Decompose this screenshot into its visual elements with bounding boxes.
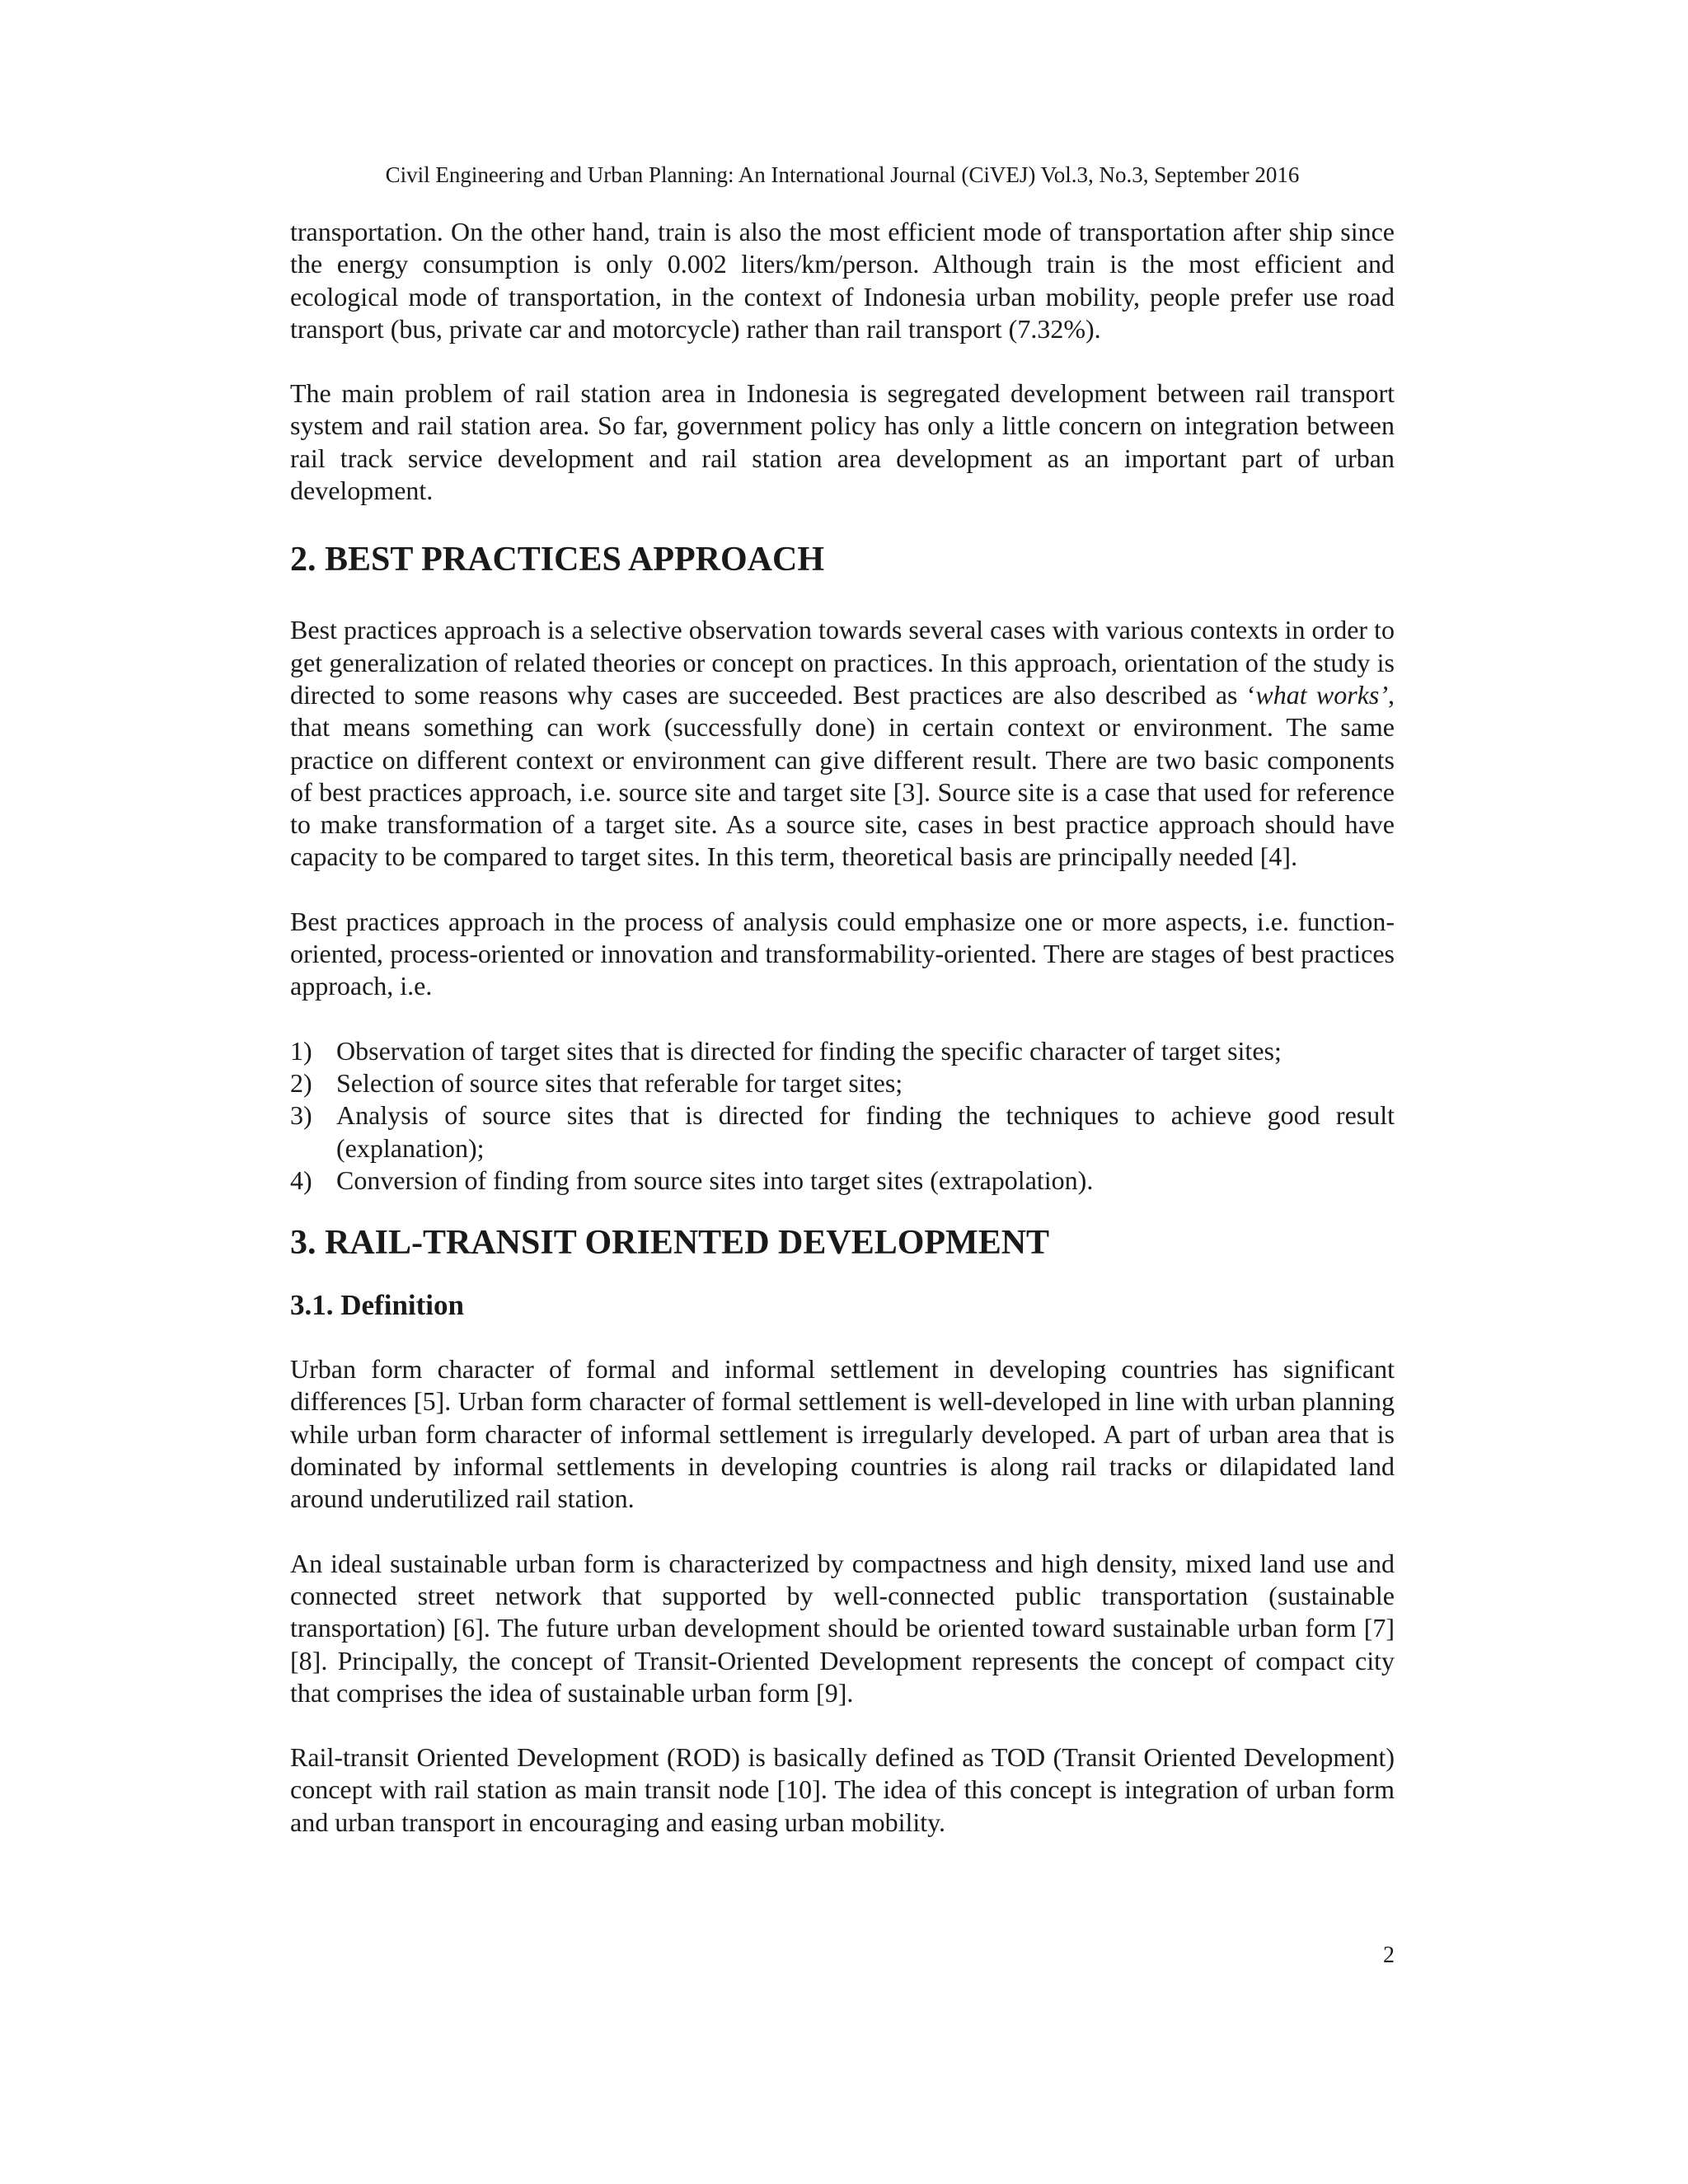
list-item [290, 1165, 1395, 1197]
body-text [290, 216, 1395, 1839]
text-run: , that means something can work (successfully done) in certain context or environment. The same practice on different context or environment can give different result. There are two basic components of best practices approach, i.e. source site and target site [3]. Source site is a case that used for reference to make transformation of a target site. As a source site, cases in best practice approach should have capacity to be compared to target sites. In this term, theoretical basis are principally needed [4]. [290, 679, 1395, 872]
page-number: 2 [1383, 1943, 1395, 1968]
text-run: Best practices approach is a selective observation towards several cases with various contexts in order to get generalization of related theories or concept on practices. In this approach, orientation of the study is directed to some reasons why cases are succeeded. Best practices are also described as ‘ [290, 615, 1395, 710]
list-item [290, 1067, 1395, 1099]
paragraph-main-problem: The main problem of rail station area in Indonesia is segregated development between rail transport system and rail station area. So far, government policy has only a little concern on integration between rail track service development and rail station area development as an important part of urban development. [290, 378, 1395, 506]
list-text: Selection of source sites that referable for target sites; [336, 1067, 903, 1098]
paragraph-transport-efficiency: transportation. On the other hand, train is also the most efficient mode of transportation after ship since the energy consumption is only 0.002 liters/km/person. Although train is the most efficient and ecological mode of transportation, in the context of Indonesia urban mobility, people prefer use road transport (bus, private car and motorcycle) rather than rail transport (7.32%). [290, 217, 1395, 344]
paragraph-sustainable-urban-form: An ideal sustainable urban form is characterized by compactness and high density, mixed land use and connected street network that supported by well-connected public transportation (sustainable transportation) [6]. The future urban development should be oriented toward sustainable urban form [7] [8]. Principally, the concept of Transit-Oriented Development represents the concept of compact city that comprises the idea of sustainable urban form [9]. [290, 1548, 1395, 1708]
subsection-heading-definition: 3.1. Definition [290, 1289, 464, 1322]
list-text: Analysis of source sites that is directed for finding the techniques to achieve good result (explanation); [336, 1100, 1395, 1163]
paragraph-urban-form-character: Urban form character of formal and informal settlement in developing countries has significant differences [5]. Urban form character of formal settlement is well-developed in line with urban planning while urban form character of informal settlement is irregularly developed. A part of urban area that is dominated by informal settlements in developing countries is along rail tracks or dilapidated land around underutilized rail station. [290, 1354, 1395, 1514]
list-number: 2) [290, 1067, 312, 1098]
emphasis-what-works: what works’ [1255, 679, 1389, 710]
list-text: Observation of target sites that is directed for finding the specific character of target sites; [336, 1035, 1282, 1066]
running-header: Civil Engineering and Urban Planning: An International Journal (CiVEJ) Vol.3, No.3, September 2016 [385, 162, 1300, 187]
list-item [290, 1099, 1395, 1165]
paragraph-rod-definition: Rail-transit Oriented Development (ROD) is basically defined as TOD (Transit Oriented Development) concept with rail station as main transit node [10]. The idea of this concept is integration of urban form and urban transport in encouraging and easing urban mobility. [290, 1742, 1395, 1837]
list-item [290, 1035, 1395, 1067]
list-number: 1) [290, 1035, 312, 1066]
section-heading-rail-transit: 3. RAIL-TRANSIT ORIENTED DEVELOPMENT [290, 1224, 1050, 1263]
stages-list [290, 1035, 1395, 1197]
list-number: 3) [290, 1100, 312, 1131]
list-number: 4) [290, 1165, 312, 1195]
paragraph-best-practices-definition [290, 614, 1395, 873]
section-heading-best-practices: 2. BEST PRACTICES APPROACH [290, 541, 825, 579]
list-text: Conversion of finding from source sites into target sites (extrapolation). [336, 1165, 1094, 1195]
paragraph-best-practices-stages-intro: Best practices approach in the process of analysis could emphasize one or more aspects, i.e. function-oriented, process-oriented or innovation and transformability-oriented. There are stages of best practices approach, i.e. [290, 906, 1395, 1001]
